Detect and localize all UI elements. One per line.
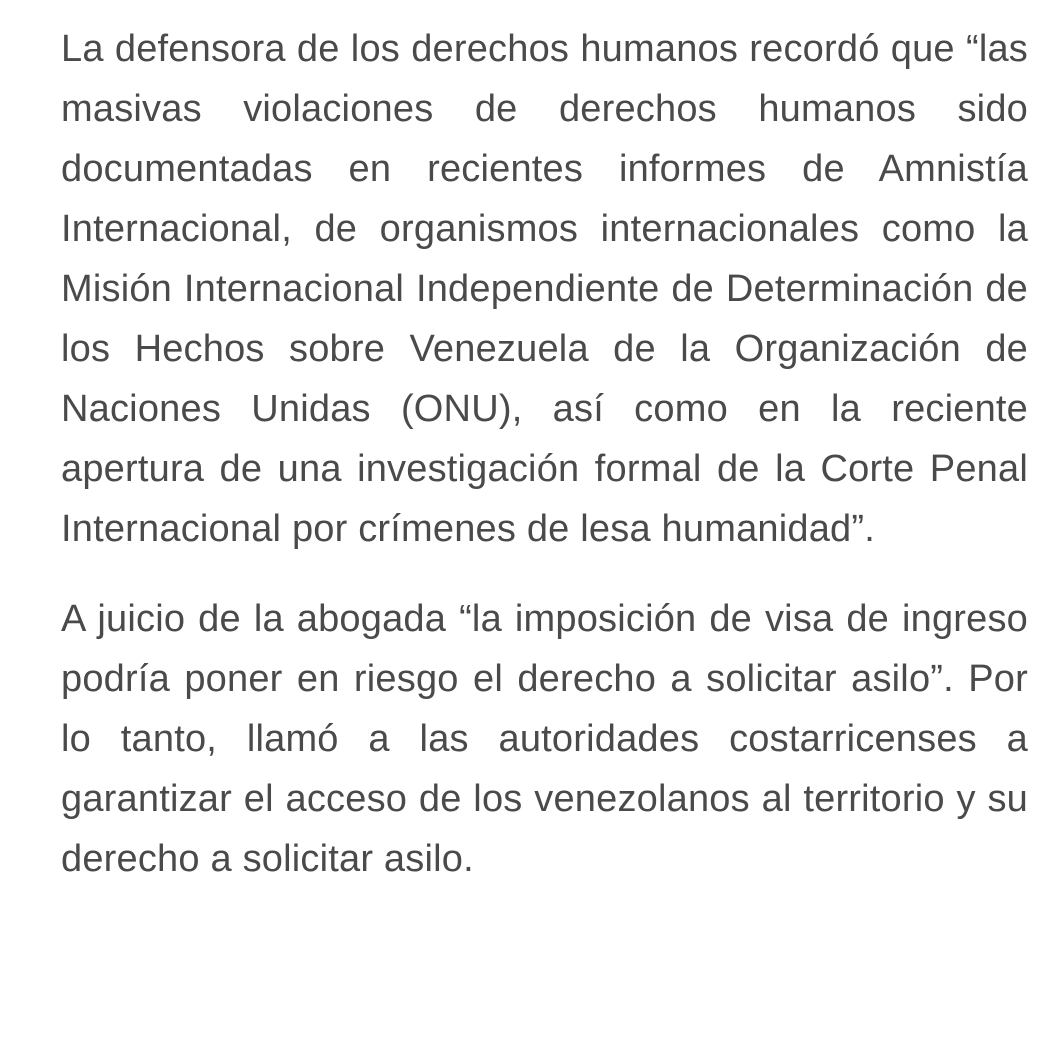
article-body	[61, 19, 1028, 889]
article-paragraph-2: A juicio de la abogada “la imposición de visa de ingreso podría poner en riesgo el derecho a solicitar asilo”. Por lo tanto, llamó a las autoridades costarricenses a garantizar el acceso de los venezolanos al territorio y su derecho a solicitar asilo.	[61, 598, 1028, 880]
article-paragraph-1: La defensora de los derechos humanos recordó que “las masivas violaciones de derechos humanos sido documentadas en recientes informes de Amnistía Internacional, de organismos internacionales como la Misión Internacional Independiente de Determinación de los Hechos sobre Venezuela de la Organización de Naciones Unidas (ONU), así como en la reciente apertura de una investigación formal de la Corte Penal Internacional por crímenes de lesa humanidad”.	[61, 28, 1028, 550]
